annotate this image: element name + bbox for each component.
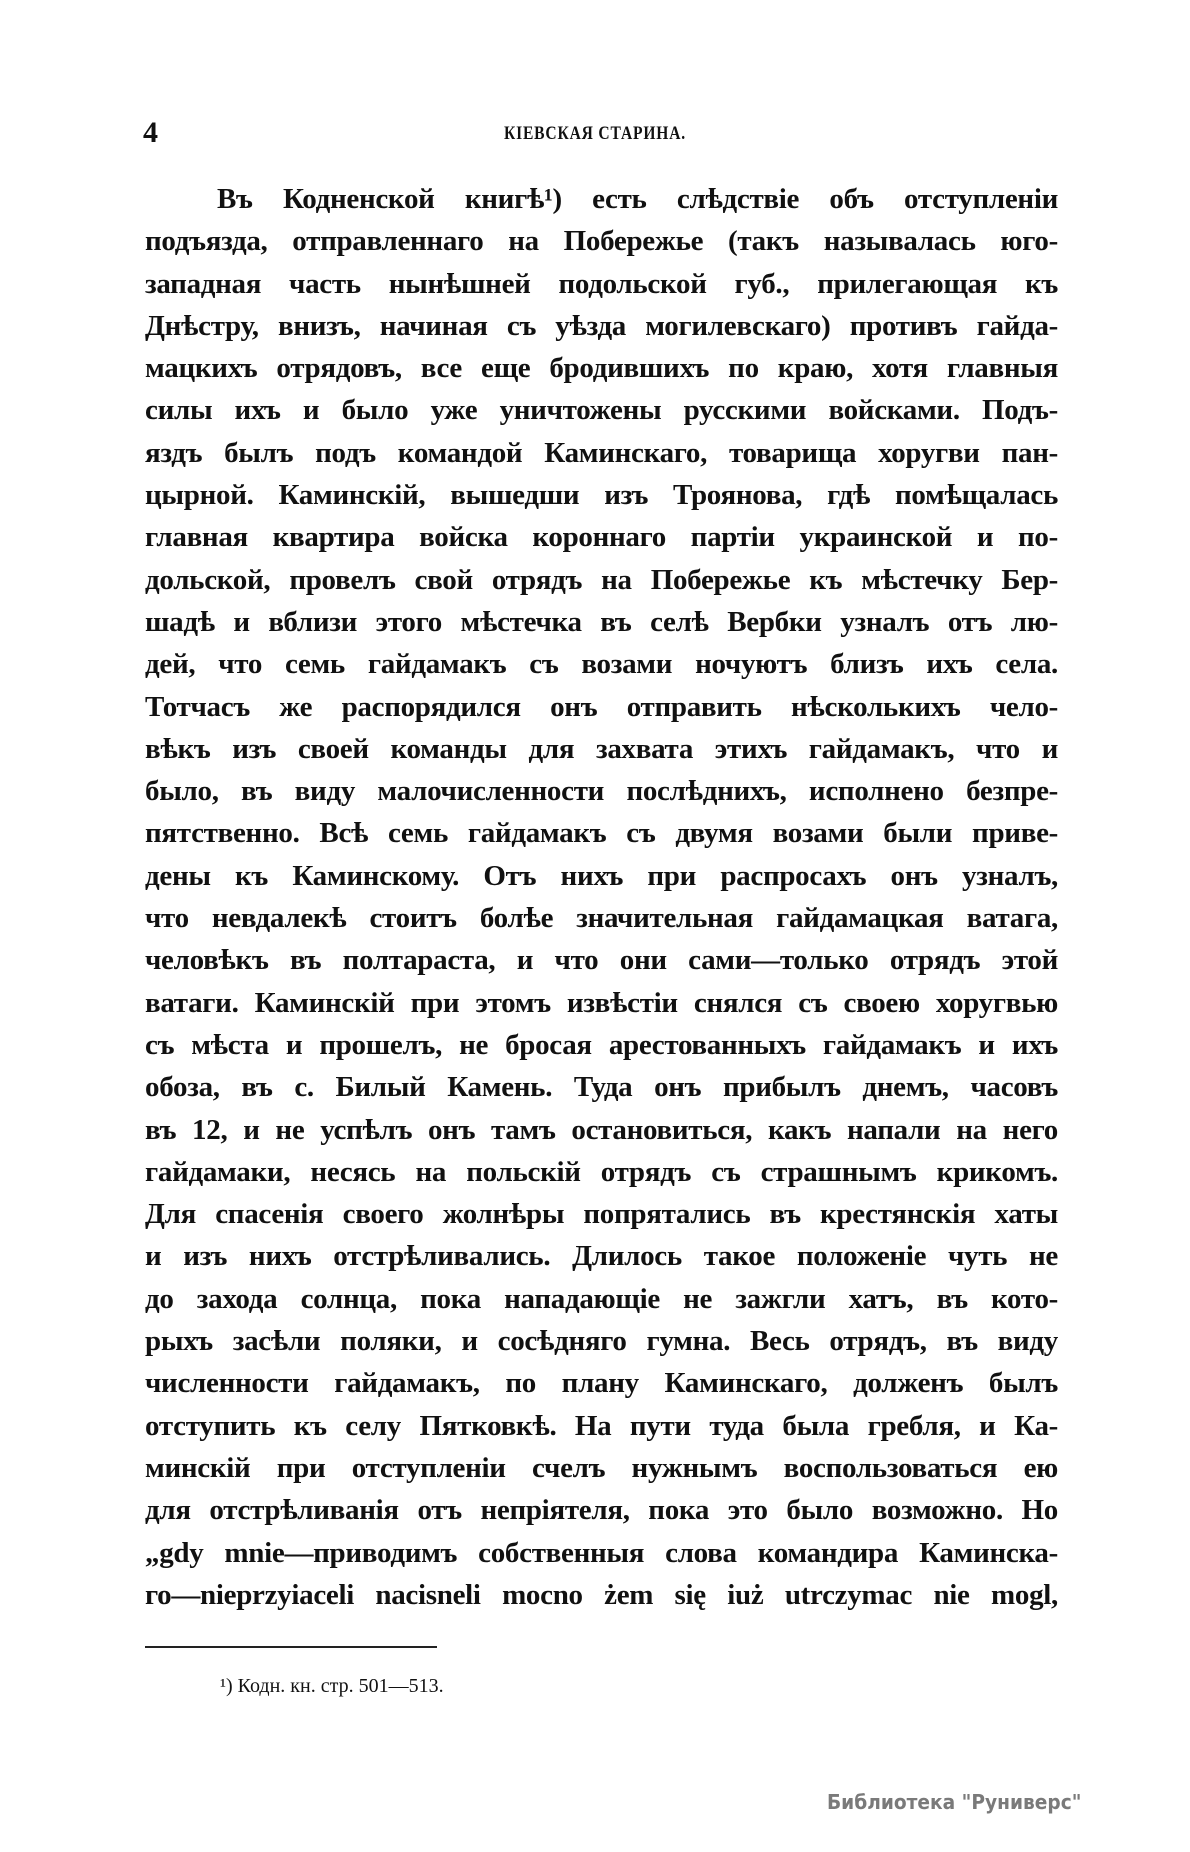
text-line-content: Днѣстру, внизъ, начиная съ уѣзда могилевскаго) противъ гайда-	[145, 309, 1058, 342]
text-line-content: мацкихъ отрядовъ, все еще бродившихъ по краю, хотя главныя	[145, 352, 1058, 385]
text-line	[145, 1109, 1058, 1151]
text-line	[145, 728, 1058, 770]
text-line	[145, 1362, 1058, 1404]
text-line-content: западная часть нынѣшней подольской губ., прилегающая къ	[145, 267, 1058, 300]
footnote-marker: ¹)	[220, 1675, 233, 1697]
text-line	[145, 474, 1058, 516]
text-line	[145, 1574, 1058, 1616]
text-line	[145, 305, 1058, 347]
text-line	[145, 643, 1058, 685]
footnote-text: Кодн. кн. стр. 501—513.	[237, 1675, 444, 1697]
page-number: 4	[143, 116, 158, 149]
text-line	[145, 855, 1058, 897]
library-watermark: Библиотека "Руниверс"	[827, 1790, 1082, 1814]
text-line-content: дольской, провелъ свой отрядъ на Побережье къ мѣстечку Бер-	[145, 563, 1058, 596]
text-line-content: минскій при отступленіи счелъ нужнымъ воспользоваться ею	[145, 1451, 1058, 1484]
text-line	[145, 1405, 1058, 1447]
text-line-content: вѣкъ изъ своей команды для захвата этихъ гайдамакъ, что и	[145, 732, 1058, 765]
text-line	[145, 1489, 1058, 1531]
text-line-content: рыхъ засѣли поляки, и сосѣдняго гумна. Весь отрядъ, въ виду	[145, 1325, 1058, 1358]
running-title: КІЕВСКАЯ СТАРИНА.	[503, 123, 687, 144]
text-line	[145, 220, 1058, 262]
text-line-content: Тотчасъ же распорядился онъ отправить нѣсколькихъ чело-	[145, 690, 1058, 723]
text-line	[145, 1447, 1058, 1489]
text-line	[145, 770, 1058, 812]
text-line-content: отступить къ селу Пятковкѣ. На пути туда была гребля, и Ка-	[145, 1409, 1058, 1442]
text-line-content: силы ихъ и было уже уничтожены русскими войсками. Подъ-	[145, 394, 1058, 427]
text-line	[145, 601, 1058, 643]
text-line-content: дей, что семь гайдамакъ съ возами ночуютъ близъ ихъ села.	[145, 648, 1058, 681]
text-line-content: было, въ виду малочисленности послѣднихъ, исполнено безпре-	[145, 775, 1058, 808]
text-line-content: гайдамаки, несясь на польскій отрядъ съ страшнымъ крикомъ.	[145, 1155, 1058, 1188]
text-line	[145, 432, 1058, 474]
text-line	[145, 982, 1058, 1024]
text-line-content: что невдалекѣ стоитъ болѣе значительная гайдамацкая ватага,	[145, 902, 1058, 935]
text-line-content: дены къ Каминскому. Отъ нихъ при распросахъ онъ узналъ,	[145, 859, 1058, 892]
text-line-content: ватаги. Каминскій при этомъ извѣстіи снялся съ своею хоругвью	[145, 986, 1058, 1019]
footnote	[220, 1673, 444, 1699]
text-line-content: шадѣ и вблизи этого мѣстечка въ селѣ Вербки узналъ отъ лю-	[145, 605, 1058, 638]
text-line	[145, 1532, 1058, 1574]
text-line-content: человѣкъ въ полтараста, и что они сами—только отрядъ этой	[145, 944, 1058, 977]
text-line-content: въ 12, и не успѣлъ онъ тамъ остановиться, какъ напали на него	[145, 1113, 1058, 1146]
text-line-content: до захода солнца, пока нападающіе не зажгли хатъ, въ кото-	[145, 1282, 1058, 1315]
text-line	[145, 1151, 1058, 1193]
text-line-content: численности гайдамакъ, по плану Каминскаго, долженъ былъ	[145, 1367, 1058, 1400]
text-line-content: обоза, въ с. Билый Камень. Туда онъ прибылъ днемъ, часовъ	[145, 1071, 1058, 1104]
text-line-content: Въ Кодненской книгѣ¹) есть слѣдствіе объ отступленіи	[217, 183, 1058, 215]
text-line	[145, 686, 1058, 728]
text-line	[145, 516, 1058, 558]
text-line	[145, 559, 1058, 601]
text-line	[145, 1193, 1058, 1235]
text-line-content: яздъ былъ подъ командой Каминскаго, товарища хоругви пан-	[145, 436, 1058, 469]
text-line	[145, 1024, 1058, 1066]
text-line	[145, 1066, 1058, 1108]
text-line	[145, 812, 1058, 854]
text-line-content: го—nieprzyiaceli nacisneli mocno żem się iuż utrczymac nie mogl,	[145, 1578, 1058, 1611]
body-text	[145, 178, 1058, 1616]
text-line-content: пятственно. Всѣ семь гайдамакъ съ двумя возами были приве-	[145, 817, 1058, 850]
text-line-content: для отстрѣливанія отъ непріятеля, пока это было возможно. Но	[145, 1494, 1058, 1527]
text-line-content: съ мѣста и прошелъ, не бросая арестованныхъ гайдамакъ и ихъ	[145, 1028, 1058, 1061]
text-line-content: подъязда, отправленнаго на Побережье (такъ называлась юго-	[145, 225, 1058, 258]
text-line	[145, 263, 1058, 305]
text-line	[145, 389, 1058, 431]
text-line	[145, 1278, 1058, 1320]
text-line	[145, 347, 1058, 389]
text-line	[145, 897, 1058, 939]
text-line-content: цырной. Каминскій, вышедши изъ Троянова, гдѣ помѣщалась	[145, 479, 1058, 512]
text-line-content: и изъ нихъ отстрѣливались. Длилось такое положеніе чуть не	[145, 1240, 1058, 1273]
text-line-content: „gdy mnie—приводимъ собственныя слова командира Каминска-	[145, 1536, 1058, 1569]
text-line	[145, 178, 1058, 220]
text-line	[145, 1235, 1058, 1277]
text-line-content: Для спасенія своего жолнѣры попрятались въ крестянскія хаты	[145, 1198, 1058, 1231]
footnote-divider	[145, 1646, 437, 1648]
text-line-content: главная квартира войска короннаго партіи украинской и по-	[145, 521, 1058, 554]
text-line	[145, 939, 1058, 981]
text-line	[145, 1320, 1058, 1362]
